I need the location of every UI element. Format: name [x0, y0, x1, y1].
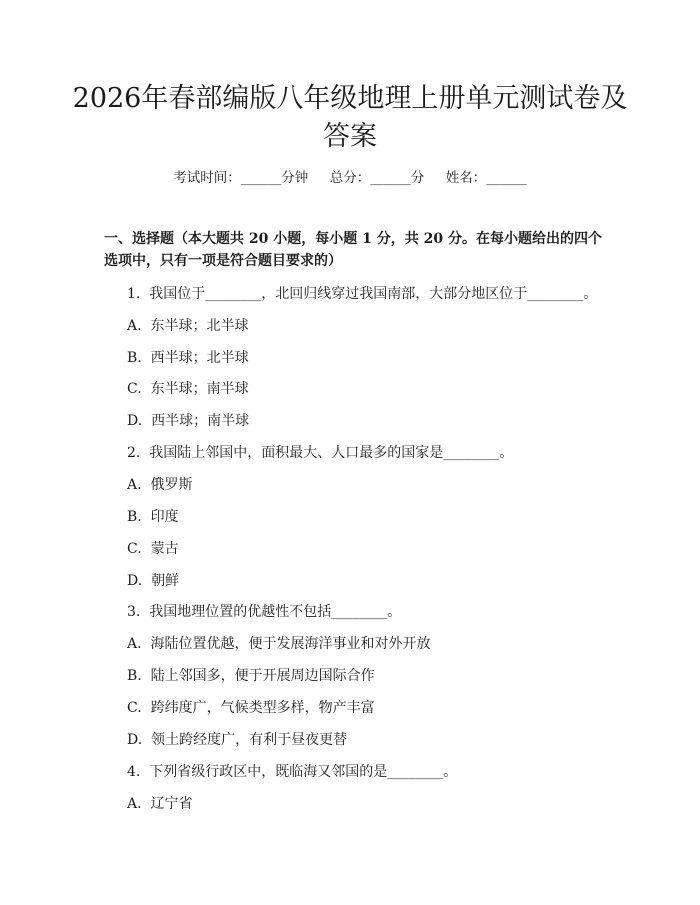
question-4-option-a: A. 辽宁省 — [127, 796, 193, 812]
question-2-option-b: B. 印度 — [127, 509, 179, 525]
exam-info-line: 考试时间：______分钟 总分：______分 姓名：______ — [173, 170, 527, 186]
page-title: 2026年春部编版八年级地理上册单元测试卷及答案 — [72, 83, 628, 152]
question-1-option-b: B. 西半球；北半球 — [127, 350, 249, 366]
question-2-stem: 2. 我国陆上邻国中，面积最大、人口最多的国家是________。 — [127, 445, 514, 461]
section-heading: 一、选择题（本大题共 20 小题，每小题 1 分，共 20 分。在每小题给出的四个选项中，只有一项是符合题目要求的） — [104, 231, 602, 269]
question-1-option-a: A. 东半球；北半球 — [127, 318, 249, 334]
question-1-option-d: D. 西半球；南半球 — [127, 413, 250, 429]
question-4-stem: 4. 下列省级行政区中，既临海又邻国的是________。 — [127, 764, 458, 780]
question-2-option-d: D. 朝鲜 — [127, 573, 180, 589]
question-3-stem: 3. 我国地理位置的优越性不包括________。 — [127, 604, 402, 620]
question-3-option-d: D. 领土跨经度广，有利于昼夜更替 — [127, 732, 348, 748]
question-2-option-a: A. 俄罗斯 — [127, 477, 193, 493]
question-1-option-c: C. 东半球；南半球 — [127, 381, 249, 397]
question-3-option-c: C. 跨纬度广，气候类型多样，物产丰富 — [127, 700, 375, 716]
question-3-option-b: B. 陆上邻国多，便于开展周边国际合作 — [127, 668, 375, 684]
question-3-option-a: A. 海陆位置优越，便于发展海洋事业和对外开放 — [127, 636, 431, 652]
question-1-stem: 1. 我国位于________，北回归线穿过我国南部，大部分地区位于________。 — [127, 286, 598, 302]
question-2-option-c: C. 蒙古 — [127, 541, 179, 557]
